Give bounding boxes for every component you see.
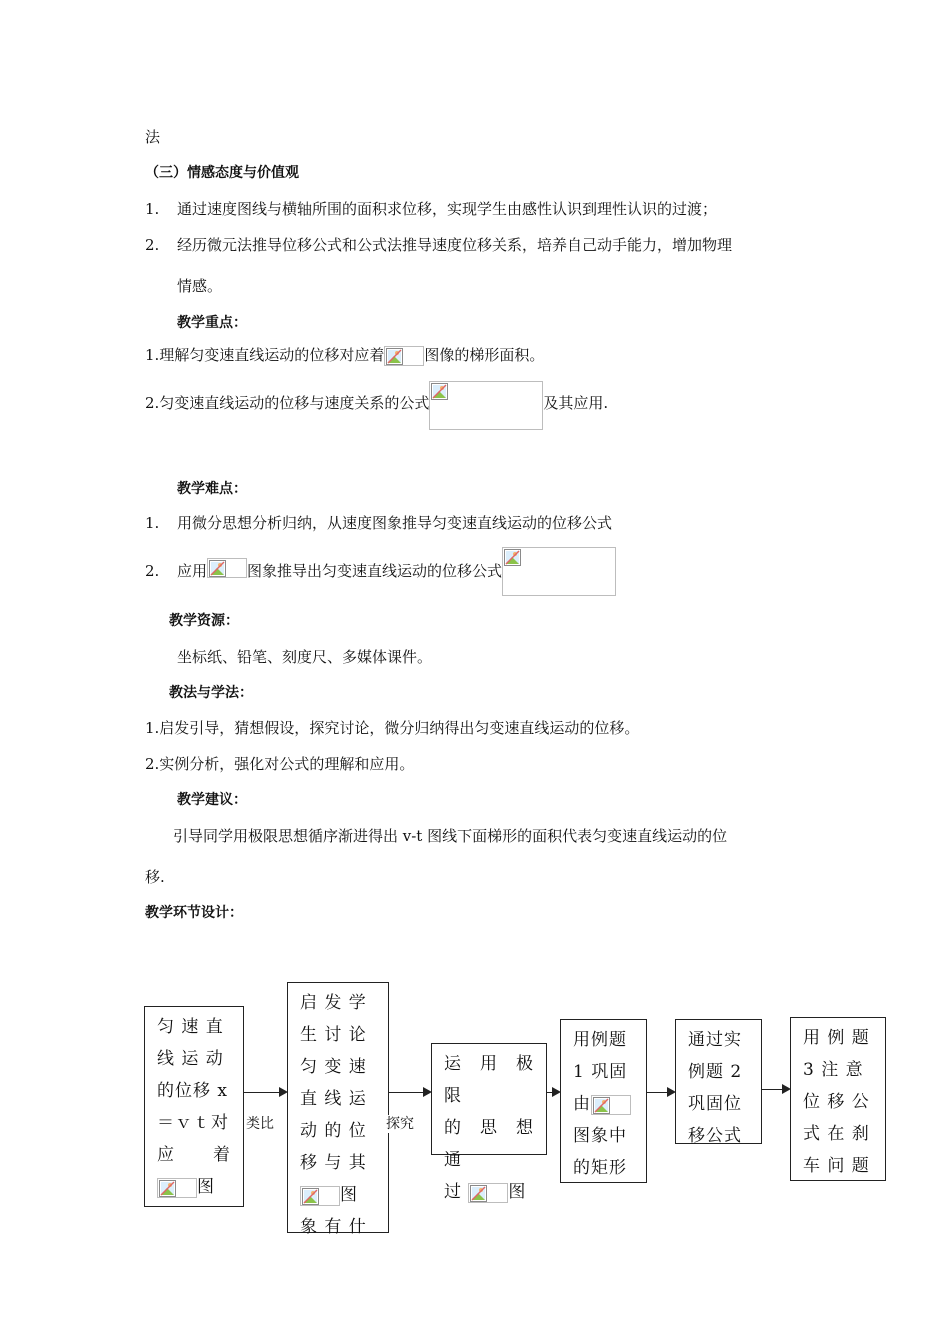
diff-item-2-mid: 图象推导出匀变速直线运动的位移公式 [247, 562, 503, 580]
emotion-item-1 [145, 199, 717, 219]
diff-item-2 [145, 547, 616, 596]
flow-text: 的位移 x [157, 1081, 228, 1101]
broken-image-icon [468, 1183, 508, 1203]
text-fa: 法 [145, 128, 161, 146]
method-item-2: 2.实例分析，强化对公式的理解和应用。 [145, 755, 415, 773]
flow-text: 移公式 [688, 1126, 742, 1146]
key-item-2-pre: 2.匀变速直线运动的位移与速度关系的公式 [145, 394, 430, 412]
flow-text-row [157, 1171, 231, 1203]
arrow-4 [647, 1092, 674, 1093]
heading-design: 教学环节设计： [145, 905, 243, 921]
flow-text: 移 与 其 [300, 1153, 367, 1173]
flow-box-4 [560, 1019, 647, 1183]
list-number: 1. [145, 514, 160, 532]
emotion-continuation: 情感。 [177, 277, 223, 295]
list-number: 2. [145, 236, 160, 254]
flow-text: 用 例 题 [803, 1028, 870, 1048]
suggestion-line-2: 移. [145, 868, 165, 886]
broken-image-icon [207, 558, 247, 578]
flow-text: 图 [340, 1185, 358, 1205]
list-number: 1. [145, 200, 160, 218]
flow-text: ＝ｖｔ对 [157, 1113, 229, 1133]
arrow-5 [762, 1089, 789, 1090]
broken-image-icon [384, 346, 424, 366]
flow-box-5 [675, 1019, 762, 1144]
key-item-1-pre: 1.理解匀变速直线运动的位移对应着 [145, 346, 385, 364]
flow-text: 图 [508, 1182, 527, 1202]
arrow-label-analogy: 类比 [246, 1116, 274, 1132]
flow-text: 巩固位 [688, 1094, 742, 1114]
key-item-1-post: 图像的梯形面积。 [424, 346, 545, 364]
key-item-2-post: 及其应用. [543, 394, 609, 412]
flow-box-3 [431, 1043, 547, 1202]
flow-text: 动 的 位 [300, 1121, 367, 1141]
flow-text: 用例题 [573, 1030, 627, 1050]
flow-box-1 [144, 1006, 244, 1207]
arrow-2 [389, 1092, 430, 1093]
flow-text: 着 [213, 1145, 231, 1165]
list-text: 用微分思想分析归纳，从速度图象推导匀变速直线运动的位移公式 [177, 514, 613, 532]
emotion-item-2 [145, 235, 732, 255]
resources-text: 坐标纸、铅笔、刻度尺、多媒体课件。 [177, 648, 433, 666]
flow-text: 启 发 学 [300, 993, 367, 1013]
flow-text: 运 用 极 限 [444, 1054, 534, 1106]
broken-image-icon [429, 381, 543, 430]
heading-methods: 教法与学法： [169, 685, 253, 701]
flow-text: 1 巩固 [573, 1062, 628, 1082]
flow-text: 例题 2 [688, 1062, 743, 1082]
broken-image-icon [502, 547, 616, 596]
broken-image-icon [591, 1095, 631, 1115]
flow-text: 的 思 想 通 [444, 1118, 534, 1170]
diff-item-2-pre: 应用 [177, 562, 208, 580]
flow-text: 生 讨 论 [300, 1025, 367, 1045]
flow-text: 过 [444, 1182, 462, 1202]
flow-box-2 [287, 982, 389, 1237]
flow-text: 直 线 运 [300, 1089, 367, 1109]
flow-text: 图象中 [573, 1126, 627, 1146]
suggestion-line-1: 引导同学用极限思想循序渐进得出 v-t 图线下面梯形的面积代表匀变速直线运动的位 [173, 827, 728, 845]
flow-text: 由 [573, 1094, 591, 1114]
method-item-1: 1.启发引导，猜想假设，探究讨论，微分归纳得出匀变速直线运动的位移。 [145, 719, 640, 737]
flow-text: 3 注 意 [803, 1060, 864, 1080]
heading-emotion: （三）情感态度与价值观 [145, 165, 299, 181]
flow-text: 图 [197, 1177, 215, 1197]
flow-text: 式 在 刹 [803, 1124, 870, 1144]
flow-text-row [444, 1176, 534, 1208]
heading-suggestions: 教学建议： [177, 792, 247, 808]
flow-text: 匀 变 速 [300, 1057, 367, 1077]
flow-text: 车 问 题 [803, 1156, 870, 1176]
diff-item-1 [145, 513, 612, 533]
arrow-label-explore: 探究 [386, 1116, 414, 1132]
flow-text: 应 [157, 1145, 175, 1165]
flow-text: 的矩形 [573, 1158, 627, 1178]
broken-image-icon [300, 1186, 340, 1206]
list-number: 2. [145, 562, 160, 580]
broken-image-icon [157, 1178, 197, 1198]
flow-text: 通过实 [688, 1030, 742, 1050]
heading-difficulties: 教学难点： [177, 481, 247, 497]
list-text: 经历微元法推导位移公式和公式法推导速度位移关系，培养自己动手能力，增加物理 [177, 236, 733, 254]
flow-text: 线 运 动 [157, 1049, 224, 1069]
flow-text: 位 移 公 [803, 1092, 870, 1112]
key-item-2 [145, 381, 608, 430]
flow-box-6 [790, 1017, 886, 1181]
flow-text-row [573, 1088, 634, 1120]
heading-key-points: 教学重点： [177, 315, 247, 331]
heading-resources: 教学资源： [169, 613, 239, 629]
flow-text-row [300, 1179, 376, 1211]
flow-text: 匀 速 直 [157, 1017, 224, 1037]
key-item-1 [145, 345, 544, 366]
list-text: 通过速度图线与横轴所围的面积求位移，实现学生由感性认识到理性认识的过渡； [177, 200, 718, 218]
flow-text-row [157, 1139, 231, 1171]
arrow-3 [547, 1092, 559, 1093]
flow-text: 象 有 什 [300, 1217, 367, 1237]
arrow-1 [244, 1092, 286, 1093]
